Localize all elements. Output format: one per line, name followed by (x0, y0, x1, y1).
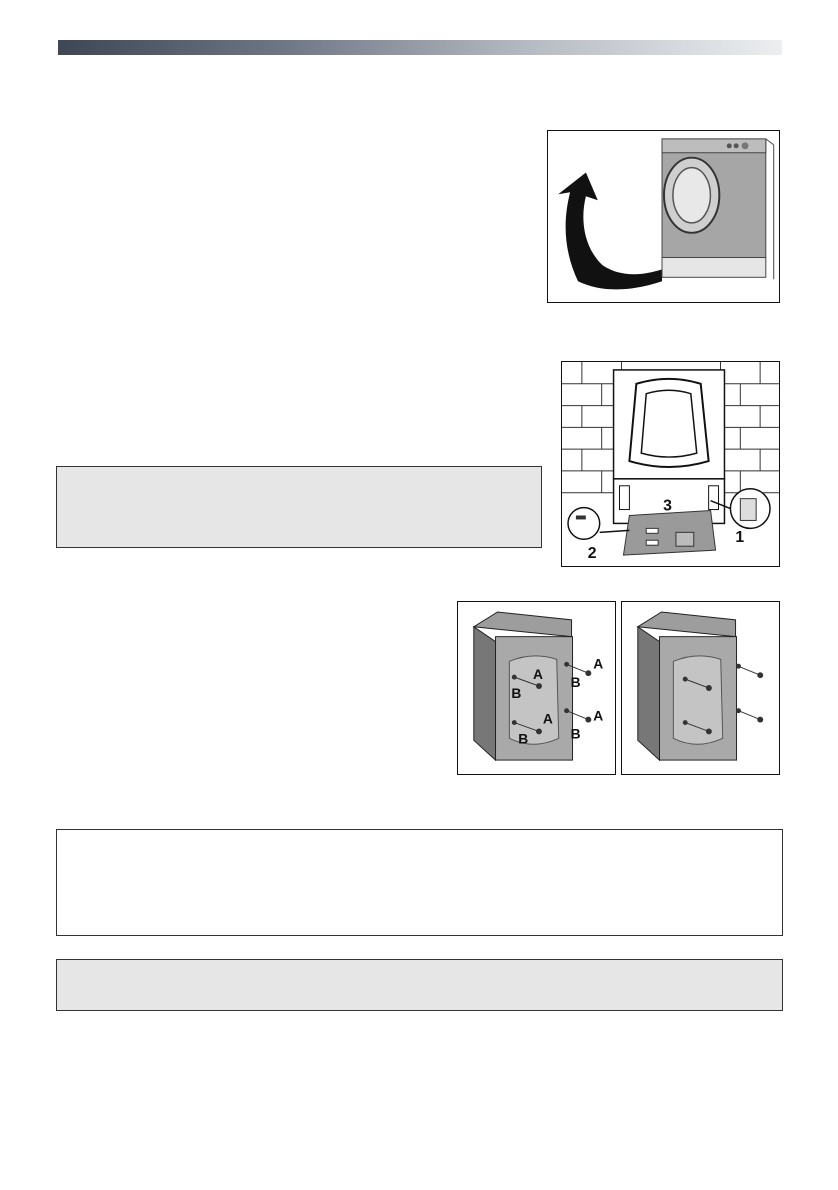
note-box-white (56, 829, 783, 936)
figure-rear-bolts-plain (621, 601, 780, 775)
curved-arrow-icon (558, 173, 662, 290)
bolt-label-b-3: B (518, 730, 529, 747)
transit-bracket-illustration (562, 362, 779, 566)
callout-2: 2 (587, 545, 597, 563)
callout-1: 1 (735, 529, 745, 547)
bolt-label-b-4: B (570, 725, 581, 742)
bolt-label-b-2: B (570, 674, 581, 691)
bolt-label-a-4: A (593, 707, 604, 724)
tip-washer-illustration (548, 131, 779, 302)
figure-rear-bolts-labelled (457, 601, 616, 775)
rear-bolts-plain-illustration (622, 602, 779, 774)
rear-bolts-labelled-illustration (458, 602, 615, 774)
bolt-label-a-3: A (542, 710, 553, 727)
note-box-gray (56, 466, 542, 548)
bolt-label-a-2: A (593, 655, 604, 672)
callout-3: 3 (663, 497, 672, 515)
header-bar (58, 40, 782, 55)
note-box-gray-bottom (56, 959, 783, 1011)
bolt-label-b-1: B (511, 684, 522, 701)
figure-transit-bracket (561, 361, 780, 567)
figure-tip-washer (547, 130, 780, 303)
bolt-label-a-1: A (533, 666, 544, 683)
